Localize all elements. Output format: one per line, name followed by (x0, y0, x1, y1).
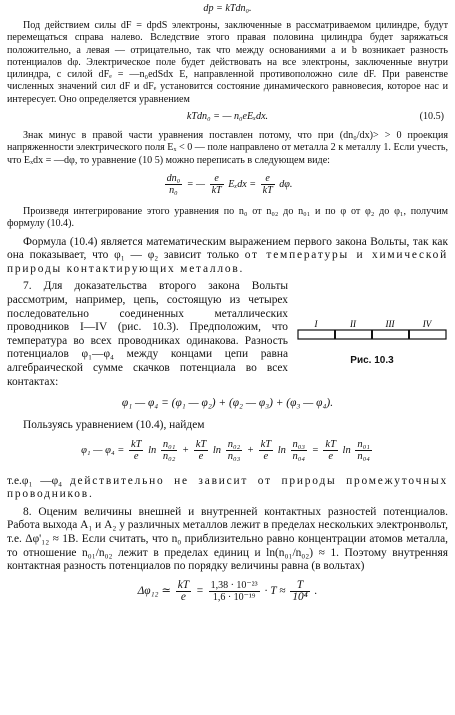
fraction-kT-e (129, 439, 144, 462)
conductor-label-1: I (314, 319, 318, 330)
fraction-dn0-n0 (165, 173, 183, 196)
conductor-label-2: II (350, 319, 356, 330)
paragraph-first-volta-law (7, 236, 448, 277)
equation-10-5-body: kTdn₀ = — n₀eEₓdx. (186, 111, 269, 123)
fraction-denominator: e (328, 450, 333, 462)
fraction-concentration (226, 439, 243, 462)
fraction-numerator: e (261, 173, 275, 185)
emphasized-text: от температуры и химической природы контактирующих металлов. (7, 249, 449, 275)
fraction-denominator: 1,6 · 10⁻¹⁹ (212, 591, 256, 603)
equation-operator: = (196, 584, 204, 597)
equation-potential-sum: φ₁ — φ₄ = (φ₁ — φ₂) + (φ₂ — φ₃) + (φ₃ — φ₄). (121, 397, 334, 410)
fraction-kT-e (194, 439, 209, 462)
fraction-numerator: kT (195, 438, 207, 450)
formula-dp: dp = kTdn₀. (203, 3, 252, 14)
equation-term: Δφ₁₂ ≃ (137, 584, 171, 597)
fraction-denominator: n₀₄ (357, 450, 370, 462)
fraction-denominator: kT (262, 184, 273, 196)
fraction-concentration (291, 439, 308, 462)
paragraph-minus-sign: Знак минус в правой части уравнения поставлен потому, что при (dn₀/dx)> > 0 проекция напряженности электрического поля Eₓ < 0 — поле направлено от металла 2 к металлу 1. Если учесть, что Eₓdx = —dφ, то уравнение (10 5) можно переписать в следующем виде: (7, 130, 448, 166)
fraction-denominator: n₀₄ (292, 450, 306, 462)
fraction-numerator: 1,38 · 10⁻²³ (210, 579, 258, 591)
fraction-denominator: e (180, 590, 186, 603)
fraction-T-1e4 (290, 580, 309, 603)
fraction-numerator: n₀₁ (162, 438, 176, 450)
paragraph-second-volta-law: 7. Для доказательства второго закона Вольты рассмотрим, например, цепь, состоящую из четырех последовательно соединенных металлических проводников I—IV (рис. 10.3). Предположим, что температура во всех проводниках одинакова. Разность потенциалов φ₁—φ₄ между концами цепи равна алгебраической сумме скачков потенциала во всех контактах: (7, 280, 288, 388)
conductor-label-3: III (385, 319, 395, 330)
fraction-numerator: n₀₁ (357, 438, 370, 450)
equation-term: φ₁ — φ₄ = (81, 444, 125, 456)
conductor-chain-diagram (297, 318, 447, 344)
fraction-numerator: e (210, 173, 224, 185)
fraction-denominator: n₀₂ (162, 450, 176, 462)
paragraph-contact-estimate: 8. Оценим величины внешней и внутренней контактных разностей потенциалов. Работа выхода A₁ и A₂ у различных металлов лежит в пределах нескольких электронвольт, т.е. Δφ'₁₂ ≈ 1В. Если считать, что n₀ приблизительно равно концентрации атомов металла, то отношение n₀₁/n₀₂ лежит в пределах единиц и ln(n₀₁/n₀₂) ≈ 1. Поэтому внутренняя контактная разность потенциалов по порядку величины равна (в вольтах) (7, 505, 448, 573)
fraction-numerator: kT (260, 438, 272, 450)
ln-operator: ln (148, 444, 157, 456)
equation-operator: = — (186, 178, 206, 190)
fraction-kT-e (323, 439, 338, 462)
emphasized-text: действительно не зависит от природы промежуточных проводников. (7, 474, 448, 501)
fraction-numerator: n₀₂ (227, 438, 241, 450)
fraction-numerator: T (290, 580, 309, 592)
equation-estimate (7, 580, 448, 610)
equation-term: . (314, 584, 318, 597)
ln-operator: ln (342, 444, 351, 456)
fraction-concentration (161, 439, 178, 462)
fraction-denominator: e (198, 450, 204, 462)
paragraph-force-equilibrium: Под действием силы dF = dpdS электроны, заключенные в рассматриваемом цилиндре, будут перемещаться справа налево. Вследствие этого правая половина цилиндра будет заряжаться положительно, а левая — отрицательно, так что между основаниями a и b возникает разность потенциалов dφ. Электрическое поле будет действовать на все электроны, заключенные внутри цилиндра, с силой dFₑ = —n₀edSdx E, направленной противоположно силе dF. При равенстве численных значений сил dF и dFₑ установится состояние динамического равновесия, которое нас и интересует. Оно определяется уравнением (7, 20, 448, 105)
fraction-kT-e (176, 580, 191, 603)
equation-logarithms: φ₁ — φ₄ = $\frac{kT}{e}$ ln $\frac{\text{n₀₁}}{\text{n₀₂}}$ + $\frac{kT}{e}$ ln $\frac{\text{n₀₂}}{\text{n₀₃}}$ + $\frac{kT}{e}$ ln $\frac{\text{n₀₃}}{\text{n₀₄}}$ = $\frac{kT}{e}$ ln $\frac{\text{n₀₁}}{\text{n₀₄}}$ (81, 438, 370, 462)
paragraph-text: Формула (10.4) является математическим выражением первого закона Вольты, так как она показывает, что φ₁ — φ₂ зависит только (7, 235, 448, 262)
fraction-numerator: kT (325, 438, 336, 450)
paragraph-integration: Произведя интегрирование этого уравнения по n₀ от n₀₂ до n₀₁ и по φ от φ₂ до φ₁, получим формулу (10.4). (7, 205, 448, 230)
figure-10-3 (296, 318, 448, 366)
equation-differential (7, 173, 448, 201)
fraction-denominator: n₀₃ (227, 450, 241, 462)
equation-term: dφ. (279, 178, 293, 190)
conductor-label-4: IV (422, 319, 432, 330)
equation-term: · T ≈ (264, 584, 286, 597)
fraction-constants (209, 580, 260, 603)
equation-number-10-5: (10.5) (419, 111, 444, 123)
fraction-denominator: e (133, 450, 139, 462)
paragraph-using-equation: Пользуясь уравнением (10.4), найдем (23, 419, 205, 432)
figure-caption: Рис. 10.3 (350, 355, 394, 367)
fraction-e-kT (261, 173, 275, 196)
equation-term: Eₓdx = (228, 178, 257, 190)
ln-operator: ln (212, 444, 222, 456)
fraction-concentration (355, 439, 372, 462)
fraction-e-kT (210, 173, 224, 196)
fraction-denominator: 10⁴ (292, 590, 308, 603)
paragraph-text: т.е.φ₁ —φ₄ (7, 474, 70, 487)
fraction-numerator: kT (177, 578, 190, 591)
fraction-denominator: kT (211, 184, 222, 196)
equation-10-5 (7, 111, 448, 127)
fraction-numerator: n₀₃ (292, 438, 306, 450)
fraction-numerator: dn₀ (166, 172, 181, 184)
fraction-numerator: kT (130, 438, 142, 450)
fraction-denominator: n₀ (169, 184, 178, 196)
paragraph-conclusion (7, 475, 448, 502)
fraction-denominator: e (263, 450, 269, 462)
fraction-kT-e (259, 439, 274, 462)
ln-operator: ln (277, 444, 286, 456)
